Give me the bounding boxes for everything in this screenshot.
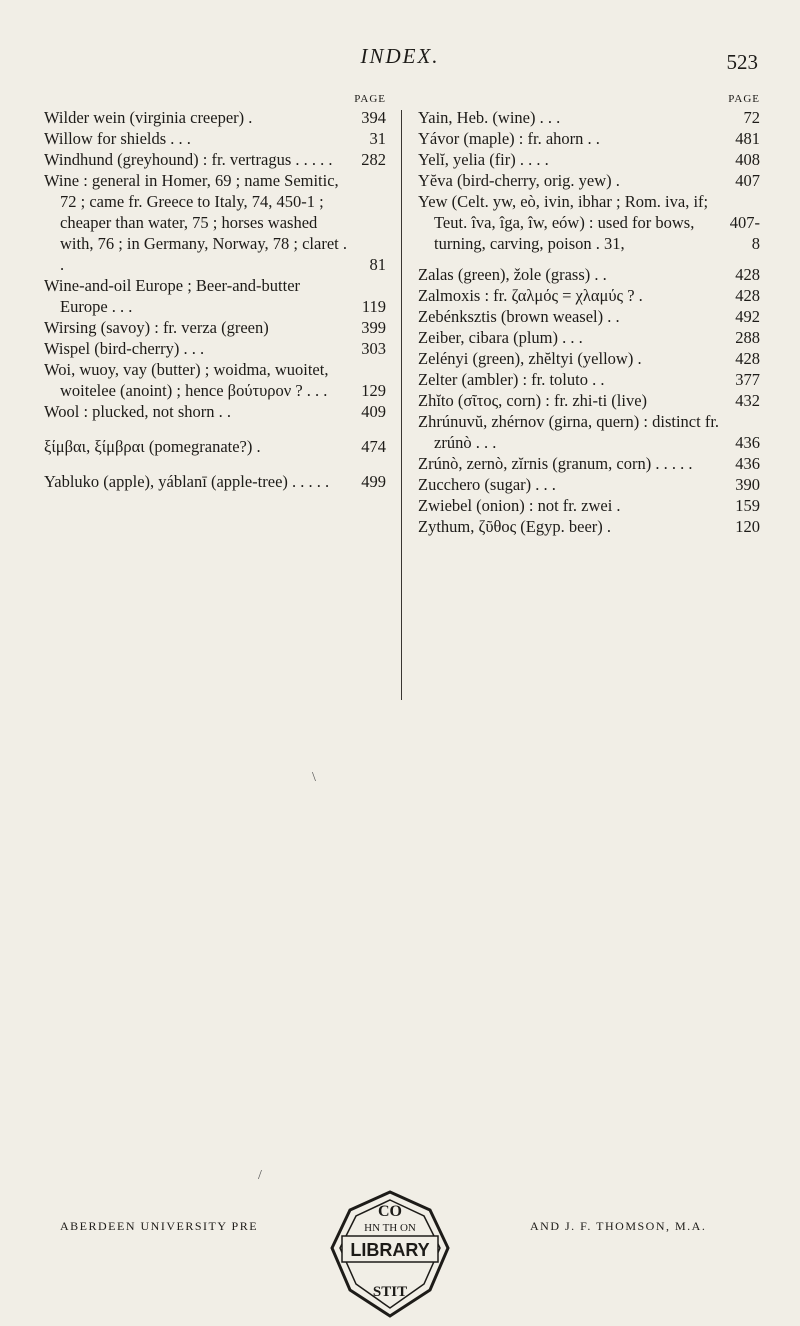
seal-center-text: LIBRARY: [350, 1240, 430, 1260]
entry-page: 436: [735, 454, 760, 473]
entry-page: 408: [735, 150, 760, 169]
seal-middle-text: HN TH ON: [364, 1222, 416, 1234]
library-seal-icon: [280, 1190, 500, 1320]
entry-page: 159: [735, 496, 760, 515]
index-entry: Wine : general in Homer, 69 ; name Semitic, 72 ; came fr. Greece to Italy, 74, 450-1 ; cheaper than water, 75 ; horses washed with, 76 ; in Germany, Norway, 78 ; claret . . 81: [44, 171, 386, 274]
entry-spacer: [418, 254, 760, 264]
stray-mark: \: [312, 770, 316, 785]
index-entry: Yávor (maple) : fr. ahorn . . 481: [418, 129, 760, 148]
left-column: [44, 92, 386, 492]
index-entry: Zebénksztis (brown weasel) . . 492: [418, 307, 760, 326]
entry-page: 407-8: [729, 213, 760, 253]
entry-page: 377: [735, 370, 760, 389]
entry-page: 394: [361, 108, 386, 127]
entry-page: 428: [735, 349, 760, 368]
index-entry: Zhrúnuvŭ, zhérnov (girna, quern) : distinct fr. zrúnò . . . 436: [418, 412, 760, 452]
index-entry: Zalas (green), žole (grass) . . 428: [418, 265, 760, 284]
running-title: INDEX.: [360, 44, 440, 68]
seal-top-text: CO: [378, 1203, 402, 1220]
entry-page: 432: [735, 391, 760, 410]
entry-page: 399: [361, 318, 386, 337]
index-entry: Wool : plucked, not shorn . . 409: [44, 402, 386, 421]
entry-page: 407: [735, 171, 760, 190]
index-entry: Windhund (greyhound) : fr. vertragus . . . . . 282: [44, 150, 386, 169]
index-entry: Yabluko (apple), yáblanī (apple-tree) . . . . . 499: [44, 472, 386, 491]
index-entry: Zeiber, cibara (plum) . . . 288: [418, 328, 760, 347]
index-columns: [44, 92, 764, 692]
index-entry: Wilder wein (virginia creeper) . 394: [44, 108, 386, 127]
entry-page: 303: [361, 339, 386, 358]
index-entry: Zwiebel (onion) : not fr. zwei . 159: [418, 496, 760, 515]
entry-page: 492: [735, 307, 760, 326]
page-column-header: PAGE: [354, 93, 386, 105]
index-entry: Zelter (ambler) : fr. toluto . . 377: [418, 370, 760, 389]
index-entry: Willow for shields . . . 31: [44, 129, 386, 148]
index-entry: Zalmoxis : fr. ζαλμός = χλαμύς ? . 428: [418, 286, 760, 305]
entry-spacer: [44, 422, 386, 436]
index-entry: Woi, wuoy, vay (butter) ; woidma, wuoitet, woitelee (anoint) ; hence βούτυρον ? . . . 129: [44, 360, 386, 400]
entry-page: 282: [361, 150, 386, 169]
entry-page: 428: [735, 286, 760, 305]
index-entry: Yew (Celt. yw, eò, ivin, ibhar ; Rom. iva, if; Teut. îva, îga, îw, eów) : used for bows, turning, carving, poison . 31, 407-8: [418, 192, 760, 253]
entry-page: 120: [735, 517, 760, 536]
index-entry: Yain, Heb. (wine) . . . 72: [418, 108, 760, 127]
library-stamp-left-text: ABERDEEN UNIVERSITY PRE: [60, 1219, 259, 1233]
page-column-header: PAGE: [728, 93, 760, 105]
index-entry: Yĕva (bird-cherry, orig. yew) . 407: [418, 171, 760, 190]
index-entry: Zythum, ζῦθος (Egyp. beer) . 120: [418, 517, 760, 536]
right-column: [418, 92, 760, 537]
library-stamp-right-text: AND J. F. THOMSON, M.A.: [530, 1219, 707, 1233]
seal-bottom-text: STIT: [372, 1284, 408, 1300]
entry-page: 119: [361, 297, 386, 316]
index-entry: Wirsing (savoy) : fr. verza (green) 399: [44, 318, 386, 337]
index-entry: Zrúnò, zernò, zĭrnis (granum, corn) . . . . . 436: [418, 454, 760, 473]
entry-page: 31: [369, 129, 386, 148]
stray-mark: /: [258, 1168, 262, 1183]
page-number: 523: [726, 50, 758, 74]
column-divider: [401, 110, 402, 700]
entry-page: 428: [735, 265, 760, 284]
entry-page: 72: [743, 108, 760, 127]
running-head: [0, 44, 800, 74]
library-stamp: [60, 1190, 760, 1320]
entry-page: 499: [361, 472, 386, 491]
entry-page: 409: [361, 402, 386, 421]
index-entry: Wine-and-oil Europe ; Beer-and-butter Europe . . . 119: [44, 276, 386, 316]
entry-page: 81: [369, 255, 386, 274]
index-entry: Zelényi (green), zhĕltyi (yellow) . 428: [418, 349, 760, 368]
index-entry: Wispel (bird-cherry) . . . 303: [44, 339, 386, 358]
index-entry: Yelĭ, yelia (fir) . . . . 408: [418, 150, 760, 169]
index-entry: Zucchero (sugar) . . . 390: [418, 475, 760, 494]
entry-page: 474: [361, 437, 386, 456]
entry-page: 129: [361, 381, 386, 400]
entry-page: 390: [735, 475, 760, 494]
entry-page: 436: [735, 433, 760, 452]
index-entry: Zhĭto (σῖτος, corn) : fr. zhi-ti (live) 432: [418, 391, 760, 410]
entry-page: 481: [735, 129, 760, 148]
entry-page: 288: [735, 328, 760, 347]
entry-spacer: [44, 457, 386, 471]
index-entry: ξίμβαι, ξίμβραι (pomegranate?) . 474: [44, 437, 386, 456]
